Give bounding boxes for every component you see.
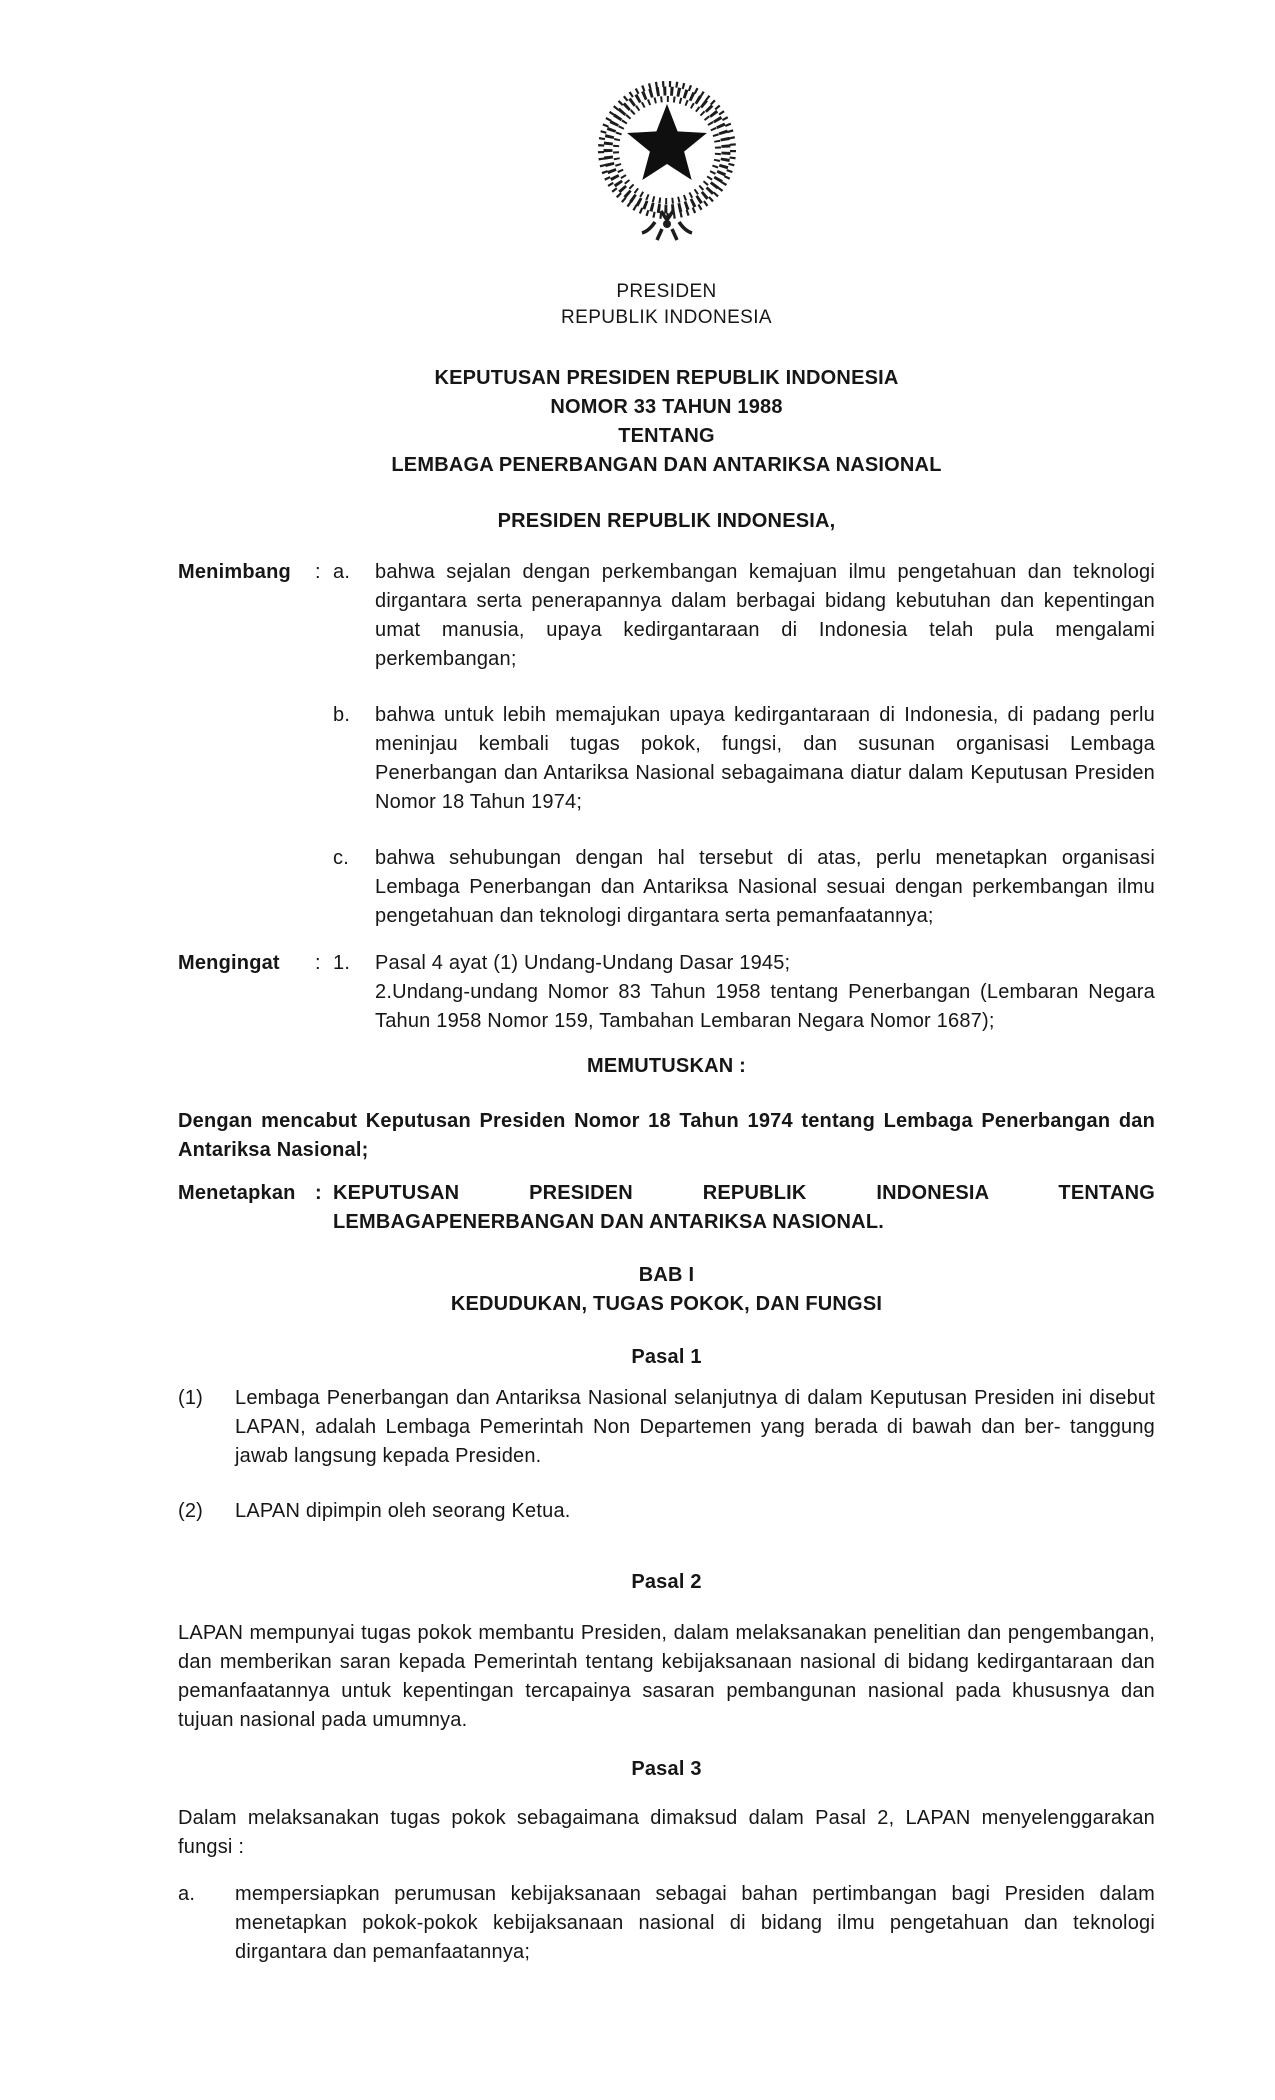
presidential-star-wreath-emblem-icon — [584, 70, 750, 250]
decree-title-line-3: TENTANG — [618, 425, 715, 447]
item-letter: b. — [333, 704, 351, 726]
mengingat-text — [375, 949, 1155, 1036]
document-content-column — [178, 0, 1155, 1967]
menetapkan-section — [178, 1179, 1155, 1237]
revocation-paragraph: Dengan mencabut Keputusan Presiden Nomor 18 Tahun 1974 tentang Lembaga Penerbangan dan Antariksa Nasional; — [178, 1110, 1155, 1161]
pasal-2-heading: Pasal 2 — [631, 1571, 702, 1593]
menetapkan-text: KEPUTUSAN PRESIDEN REPUBLIK INDONESIA TENTANG LEMBAGAPENERBANGAN DAN ANTARIKSA NASIONAL. — [333, 1182, 1155, 1233]
pasal-3-intro: Dalam melaksanakan tugas pokok sebagaimana dimaksud dalam Pasal 2, LAPAN menyelenggarakan fungsi : — [178, 1807, 1155, 1858]
menimbang-item-a — [178, 558, 1155, 674]
emblem-container — [178, 70, 1155, 259]
pasal-2-body: LAPAN mempunyai tugas pokok membantu Presiden, dalam melaksanakan penelitian dan pengembangan, dan memberikan saran kepada Pemerintah tentang kebijaksanaan nasional di bidang kedirgantaraan dan pemanfaatannya untuk kepentingan tercapainya sasaran pembangunan nasional pada khususnya dan tujuan nasional pada umumnya. — [178, 1622, 1155, 1731]
decree-title-line-2: NOMOR 33 TAHUN 1988 — [550, 396, 783, 418]
mengingat-line-1: Pasal 4 ayat (1) Undang-Undang Dasar 1945; — [375, 952, 791, 974]
letterhead-republik-indonesia: REPUBLIK INDONESIA — [561, 307, 772, 328]
letterhead-presiden: PRESIDEN — [616, 281, 717, 302]
item-number: 1. — [333, 952, 351, 974]
item-text: bahwa sejalan dengan perkembangan kemajuan ilmu pengetahuan dan teknologi dirgantara serta penerapannya dalam berbagai bidang kebutuhan dan kepentingan umat manusia, upaya kedirgantaraan di Indonesia telah pula mengalami perkembangan; — [375, 561, 1155, 670]
menimbang-item-b — [178, 701, 1155, 817]
bab-1-number: BAB I — [638, 1264, 695, 1286]
decree-title-line-4: LEMBAGA PENERBANGAN DAN ANTARIKSA NASIONAL — [391, 454, 942, 476]
item-letter: a. — [178, 1883, 196, 1905]
item-letter: a. — [333, 561, 351, 583]
pasal-1-clause-1 — [178, 1384, 1155, 1471]
pasal-3-heading: Pasal 3 — [631, 1758, 702, 1780]
clause-number: (2) — [178, 1500, 204, 1522]
decree-title-line-1: KEPUTUSAN PRESIDEN REPUBLIK INDONESIA — [434, 367, 899, 389]
salutation: PRESIDEN REPUBLIK INDONESIA, — [497, 510, 836, 532]
pasal-3-function-item-a — [178, 1880, 1155, 1967]
memutuskan-heading: MEMUTUSKAN : — [586, 1055, 747, 1077]
item-text: bahwa untuk lebih memajukan upaya kedirgantaraan di Indonesia, di padang perlu meninjau kembali tugas pokok, fungsi, dan susunan organisasi Lembaga Penerbangan dan Antariksa Nasional sebagaimana diatur dalam Keputusan Presiden Nomor 18 Tahun 1974; — [375, 704, 1155, 813]
bab-1-title: KEDUDUKAN, TUGAS POKOK, DAN FUNGSI — [450, 1293, 883, 1315]
clause-number: (1) — [178, 1387, 204, 1409]
item-text: bahwa sehubungan dengan hal tersebut di atas, perlu menetapkan organisasi Lembaga Penerbangan dan Antariksa Nasional sesuai dengan perkembangan ilmu pengetahuan dan teknologi dirgantara serta pemanfaatannya; — [375, 847, 1155, 927]
menimbang-item-c — [178, 844, 1155, 931]
pasal-1-heading: Pasal 1 — [631, 1346, 702, 1368]
colon-separator: : — [315, 561, 321, 583]
bab-1-heading — [178, 1261, 1155, 1319]
item-letter: c. — [333, 847, 349, 869]
item-text: mempersiapkan perumusan kebijaksanaan sebagai bahan pertimbangan bagi Presiden dalam menetapkan pokok-pokok kebijaksanaan nasional di bidang ilmu pengetahuan dan teknologi dirgantara dan pemanfaatannya; — [235, 1883, 1155, 1963]
colon-separator: : — [315, 1182, 322, 1204]
pasal-1-clause-2 — [178, 1497, 1155, 1526]
menimbang-label: Menimbang — [178, 561, 291, 583]
decree-title — [178, 364, 1155, 480]
mengingat-label: Mengingat — [178, 952, 280, 974]
menetapkan-label: Menetapkan — [178, 1182, 296, 1204]
mengingat-section — [178, 949, 1155, 1036]
letterhead — [178, 279, 1155, 331]
colon-separator: : — [315, 952, 321, 974]
clause-text: LAPAN dipimpin oleh seorang Ketua. — [235, 1500, 571, 1522]
clause-text: Lembaga Penerbangan dan Antariksa Nasional selanjutnya di dalam Keputusan Presiden ini disebut LAPAN, adalah Lembaga Pemerintah Non Departemen yang berada di bawah dan ber- tanggung jawab langsung kepada Presiden. — [235, 1387, 1155, 1467]
mengingat-line-2: 2.Undang-undang Nomor 83 Tahun 1958 tentang Penerbangan (Lembaran Negara Tahun 1958 Nomor 159, Tambahan Lembaran Negara Nomor 1687); — [375, 981, 1155, 1032]
